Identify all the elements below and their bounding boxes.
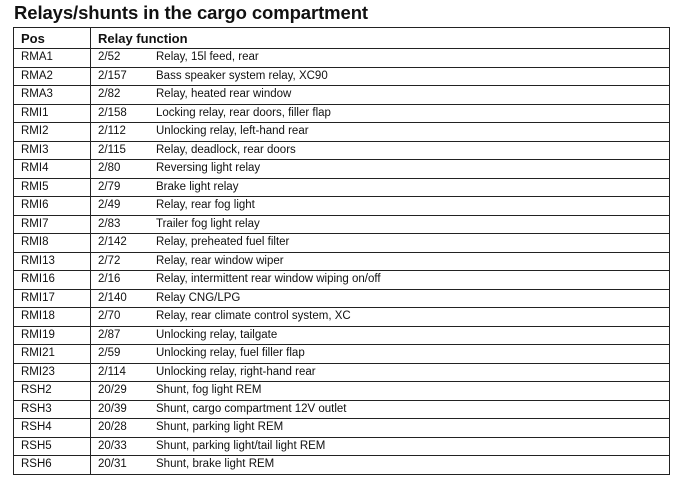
table-row xyxy=(14,419,670,438)
pos-cell: RSH2 xyxy=(14,382,91,401)
relay-code: 2/82 xyxy=(98,88,121,101)
pos-cell: RMI23 xyxy=(14,363,91,382)
relay-code: 20/28 xyxy=(98,421,127,434)
relay-function-cell xyxy=(91,363,670,382)
relay-code: 2/140 xyxy=(98,291,127,304)
pos-cell: RMI21 xyxy=(14,345,91,364)
relay-description: Locking relay, rear doors, filler flap xyxy=(156,106,331,119)
relay-function-cell xyxy=(91,345,670,364)
table-row xyxy=(14,141,670,160)
relay-description: Reversing light relay xyxy=(156,162,261,175)
relay-code: 2/80 xyxy=(98,162,121,175)
table-row xyxy=(14,160,670,179)
relay-description: Relay, deadlock, rear doors xyxy=(156,143,296,156)
relay-code: 2/16 xyxy=(98,273,121,286)
pos-cell: RMI5 xyxy=(14,178,91,197)
pos-cell: RSH3 xyxy=(14,400,91,419)
relay-code: 2/142 xyxy=(98,236,127,249)
relay-description: Relay CNG/LPG xyxy=(156,291,241,304)
table-row xyxy=(14,382,670,401)
relay-function-cell xyxy=(91,123,670,142)
relay-description: Bass speaker system relay, XC90 xyxy=(156,69,328,82)
relay-description: Unlocking relay, right-hand rear xyxy=(156,365,316,378)
relay-function-cell xyxy=(91,308,670,327)
relay-description: Shunt, cargo compartment 12V outlet xyxy=(156,402,347,415)
pos-cell: RMI8 xyxy=(14,234,91,253)
table-body xyxy=(14,49,670,475)
pos-cell: RMI6 xyxy=(14,197,91,216)
relay-function-cell xyxy=(91,141,670,160)
table-row xyxy=(14,271,670,290)
pos-cell: RMI3 xyxy=(14,141,91,160)
relay-code: 2/115 xyxy=(98,143,126,156)
table-row xyxy=(14,400,670,419)
table-row xyxy=(14,456,670,475)
relay-description: Brake light relay xyxy=(156,180,239,193)
relay-code: 20/29 xyxy=(98,384,127,397)
relay-code: 2/52 xyxy=(98,51,121,64)
table-row xyxy=(14,86,670,105)
relay-description: Shunt, fog light REM xyxy=(156,384,262,397)
relay-code: 20/39 xyxy=(98,402,127,415)
pos-cell: RSH4 xyxy=(14,419,91,438)
relay-code: 2/72 xyxy=(98,254,121,267)
pos-cell: RSH6 xyxy=(14,456,91,475)
relay-description: Relay, heated rear window xyxy=(156,88,292,101)
relay-function-cell xyxy=(91,326,670,345)
relay-function-cell xyxy=(91,456,670,475)
pos-cell: RMI7 xyxy=(14,215,91,234)
table-row xyxy=(14,289,670,308)
relay-description: Unlocking relay, left-hand rear xyxy=(156,125,309,138)
table-header-row xyxy=(14,28,670,49)
relay-function-cell xyxy=(91,382,670,401)
pos-cell: RMA3 xyxy=(14,86,91,105)
relay-function-cell xyxy=(91,400,670,419)
pos-cell: RMI16 xyxy=(14,271,91,290)
relay-function-cell xyxy=(91,271,670,290)
relay-function-cell xyxy=(91,86,670,105)
relay-description: Unlocking relay, tailgate xyxy=(156,328,278,341)
table-row xyxy=(14,104,670,123)
relay-function-cell xyxy=(91,215,670,234)
relay-code: 2/158 xyxy=(98,106,127,119)
relay-function-cell xyxy=(91,234,670,253)
relay-description: Relay, intermittent rear window wiping on/off xyxy=(156,273,381,286)
relay-code: 2/114 xyxy=(98,365,126,378)
relay-code: 2/70 xyxy=(98,310,121,323)
table-row xyxy=(14,437,670,456)
relay-function-cell xyxy=(91,197,670,216)
column-header-relay-function: Relay function xyxy=(91,28,670,49)
relay-code: 2/59 xyxy=(98,347,121,360)
relay-description: Relay, rear fog light xyxy=(156,199,255,212)
table-row xyxy=(14,197,670,216)
relay-function-cell xyxy=(91,49,670,68)
relay-function-cell xyxy=(91,419,670,438)
pos-cell: RMI19 xyxy=(14,326,91,345)
relay-description: Trailer fog light relay xyxy=(156,217,260,230)
pos-cell: RMI4 xyxy=(14,160,91,179)
table-row xyxy=(14,234,670,253)
pos-cell: RMA2 xyxy=(14,67,91,86)
relay-code: 20/31 xyxy=(98,458,127,471)
relay-function-cell xyxy=(91,437,670,456)
relay-code: 2/83 xyxy=(98,217,121,230)
pos-cell: RMA1 xyxy=(14,49,91,68)
pos-cell: RMI1 xyxy=(14,104,91,123)
table-row xyxy=(14,345,670,364)
relay-description: Shunt, parking light REM xyxy=(156,421,284,434)
table-row xyxy=(14,326,670,345)
relay-code: 2/79 xyxy=(98,180,121,193)
pos-cell: RMI13 xyxy=(14,252,91,271)
table-row xyxy=(14,178,670,197)
table-row xyxy=(14,49,670,68)
relay-function-cell xyxy=(91,178,670,197)
table-row xyxy=(14,308,670,327)
page-title: Relays/shunts in the cargo compartment xyxy=(14,2,368,23)
relay-description: Shunt, parking light/tail light REM xyxy=(156,439,326,452)
column-header-pos: Pos xyxy=(14,28,91,49)
relay-code: 2/157 xyxy=(98,69,127,82)
relay-description: Shunt, brake light REM xyxy=(156,458,275,471)
table-row xyxy=(14,123,670,142)
relay-description: Relay, rear window wiper xyxy=(156,254,284,267)
relay-code: 20/33 xyxy=(98,439,127,452)
relay-code: 2/49 xyxy=(98,199,121,212)
table-row xyxy=(14,252,670,271)
table-row xyxy=(14,67,670,86)
table-row xyxy=(14,363,670,382)
table-row xyxy=(14,215,670,234)
relay-function-cell xyxy=(91,160,670,179)
relay-function-cell xyxy=(91,67,670,86)
relay-description: Relay, preheated fuel filter xyxy=(156,236,290,249)
relay-description: Unlocking relay, fuel filler flap xyxy=(156,347,305,360)
relay-description: Relay, 15l feed, rear xyxy=(156,51,259,64)
relay-table xyxy=(13,27,670,475)
relay-code: 2/112 xyxy=(98,125,126,138)
relay-function-cell xyxy=(91,252,670,271)
pos-cell: RMI17 xyxy=(14,289,91,308)
pos-cell: RMI18 xyxy=(14,308,91,327)
pos-cell: RMI2 xyxy=(14,123,91,142)
relay-description: Relay, rear climate control system, XC xyxy=(156,310,351,323)
pos-cell: RSH5 xyxy=(14,437,91,456)
relay-function-cell xyxy=(91,104,670,123)
relay-function-cell xyxy=(91,289,670,308)
relay-code: 2/87 xyxy=(98,328,121,341)
